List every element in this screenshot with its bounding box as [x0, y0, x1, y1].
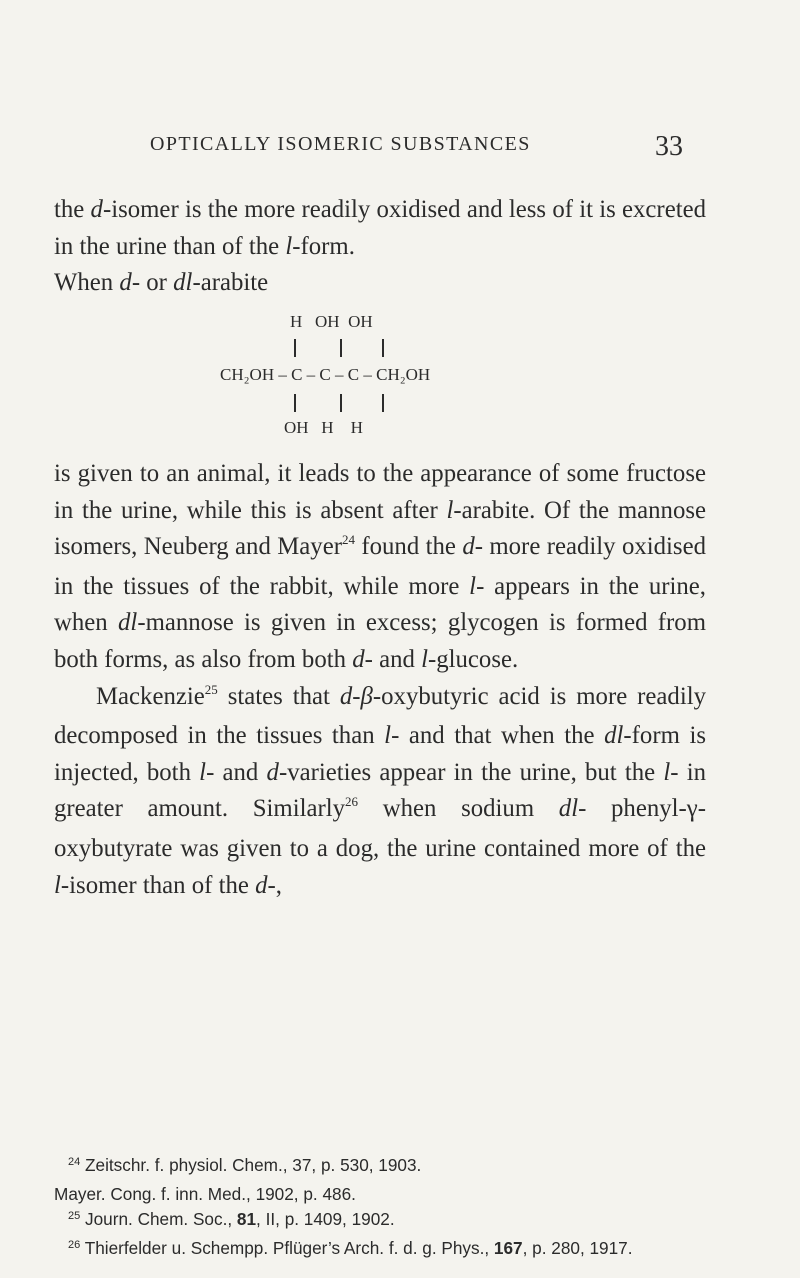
formula-top-row: H OH OH: [290, 312, 373, 331]
text-block-top: [54, 192, 706, 302]
formula-bond: [340, 394, 342, 412]
footnote-24: $^{24}$ Zeitschr. f. physiol. Chem., 37, p. 530, 1903.: [68, 1155, 422, 1175]
paragraph-3: is given to an animal, it leads to the appearance of some fructose in the urine, while this is absent after l-arabite. Of the mannose isomers, Neuberg and Mayer$^{24}$ found the d- more readily oxidised in the tissues of the rabbit, while more l- appears in the urine, when dl-mannose is given in excess; glycogen is formed from both forms, as also from both d- and l-glucose.: [54, 460, 707, 673]
footnote-ref: 26: [345, 794, 359, 810]
formula-bond: [340, 339, 342, 357]
footnote-ref: 25: [204, 681, 218, 697]
formula-bond: [382, 394, 384, 412]
paragraph-1: the d-isomer is the more readily oxidised and less of it is excreted in the urine than of the l-form.: [54, 196, 706, 260]
formula-bond: [294, 394, 296, 412]
footnote-ref: 24: [341, 532, 355, 548]
formula-middle-row: CH₂OH – C – C – C – CH₂OH: [220, 365, 431, 384]
formula-bond: [294, 339, 296, 357]
page-header: [0, 133, 800, 165]
paragraph-2: When d- or dl-arabite: [54, 269, 269, 297]
footnotes: [54, 1153, 706, 1264]
footnote-25: $^{25}$ Journ. Chem. Soc., 81, II, p. 1409, 1902.: [68, 1209, 395, 1229]
running-title: OPTICALLY ISOMERIC SUBSTANCES: [150, 133, 531, 155]
footnote-24-continued: Mayer. Cong. f. inn. Med., 1902, p. 486.: [54, 1183, 356, 1204]
page-number: 33: [655, 131, 683, 162]
footnote-26: $^{26}$ Thierfelder u. Schempp. Pflüger’s Arch. f. d. g. Phys., 167, p. 280, 1917.: [68, 1237, 633, 1258]
paragraph-4: Mackenzie$^{25}$ states that d-β-oxybutyric acid is more readily decomposed in the tissues than l- and that when the dl-form is injected, both l- and d-varieties appear in the urine, but the l- in greater amount. Similarly$^{26}$ when sodium dl- phenyl-γ-oxybutyrate was given to a dog, the urine contained more of the l-isomer than of the d-,: [54, 681, 706, 899]
formula-bond: [382, 339, 384, 357]
formula-bottom-row: OH H H: [284, 418, 363, 437]
text-block-main: [54, 456, 706, 904]
